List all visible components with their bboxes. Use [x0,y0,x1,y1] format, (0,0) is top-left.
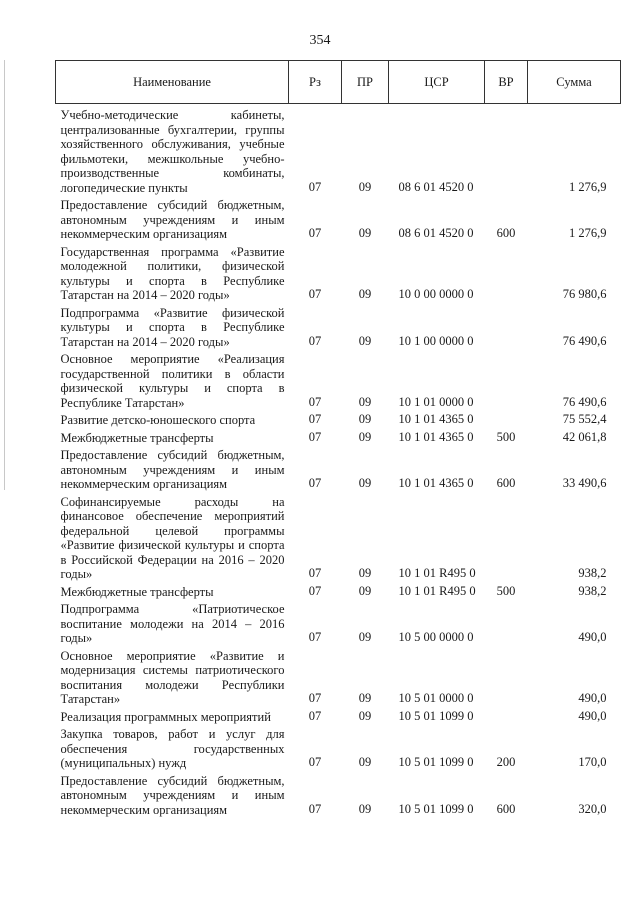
table-row [56,244,621,305]
cell-sum: 1 276,9 [569,179,607,194]
header-name: Наименование [56,61,289,104]
cell-sum: 75 552,4 [562,412,607,426]
header-rz: Рз [289,61,342,104]
cell-name: Основное мероприятие «Развитие и модернизация системы патриотического воспитания молодежи Республики Татарстан» [60,648,285,706]
cell-csr: 10 1 01 R495 0 [398,583,476,598]
cell-name: Реализация программных мероприятий [60,709,271,724]
table-row [56,648,621,709]
cell-name: Межбюджетные трансферты [60,584,214,599]
cell-pr: 09 [358,412,372,426]
cell-rz: 07 [308,429,322,444]
table-row [56,709,621,727]
cell-pr: 09 [358,566,372,580]
header-pr: ПР [342,61,389,104]
cell-sum: 33 490,6 [562,476,607,490]
cell-rz: 07 [308,630,322,644]
table-row [56,412,621,430]
cell-rz: 07 [308,333,322,348]
cell-name: Государственная программа «Развитие молодежной политики, физической культуры и спорта в Республике Татарстан на 2014 – 2020 годы» [60,244,285,302]
cell-sum: 490,0 [578,691,607,705]
cell-csr: 10 5 00 0000 0 [398,630,474,644]
cell-vr [485,305,528,352]
cell-pr: 09 [358,333,372,348]
cell-pr: 09 [358,287,372,301]
cell-rz: 07 [308,801,322,816]
cell-name: Межбюджетные трансферты [60,430,214,445]
cell-pr: 09 [358,801,372,816]
cell-csr: 08 6 01 4520 0 [398,226,474,240]
table-body [56,104,621,820]
table-header [56,61,621,104]
cell-rz: 07 [308,691,322,705]
cell-sum: 76 980,6 [562,287,607,301]
cell-vr: 500 [496,583,516,598]
cell-rz: 07 [308,566,322,580]
cell-vr [485,351,528,412]
cell-sum: 938,2 [578,583,607,598]
cell-rz: 07 [308,287,322,301]
cell-vr [485,601,528,648]
cell-name: Учебно-методические кабинеты, централизованные бухгалтерии, группы хозяйственного обслуживания, учебные фильмотеки, межшкольные учебно-производственные комбинаты, логопедические пункты [60,108,285,195]
cell-pr: 09 [358,394,372,409]
cell-name: Предоставление субсидий бюджетным, автономным учреждениям и иным некоммерческим организациям [60,198,285,241]
table-row [56,430,621,448]
cell-rz: 07 [308,583,322,598]
cell-rz: 07 [308,708,322,723]
cell-pr: 09 [358,755,372,769]
header-vr: ВР [485,61,528,104]
table-row [56,104,621,198]
table-row [56,584,621,602]
cell-vr: 500 [496,429,516,444]
table-row [56,726,621,773]
cell-sum: 76 490,6 [562,394,607,409]
cell-csr: 08 6 01 4520 0 [398,179,474,194]
cell-csr: 10 0 00 0000 0 [398,287,474,301]
cell-sum: 938,2 [578,566,607,580]
cell-rz: 07 [308,412,322,426]
cell-pr: 09 [358,691,372,705]
header-sum: Сумма [528,61,621,104]
cell-vr: 200 [496,755,516,769]
table-row [56,773,621,820]
cell-name: Подпрограмма «Патриотическое воспитание молодежи на 2014 – 2016 годы» [60,602,285,645]
cell-pr: 09 [358,226,372,240]
cell-vr: 600 [496,801,516,816]
cell-vr [485,412,528,430]
cell-vr: 600 [496,226,516,240]
cell-vr [485,244,528,305]
cell-pr: 09 [358,630,372,644]
cell-csr: 10 5 01 1099 0 [398,801,474,816]
cell-rz: 07 [308,179,322,194]
cell-pr: 09 [358,179,372,194]
table-row [56,351,621,412]
cell-name: Основное мероприятие «Реализация государственной политики в области физической культуры и спорта в Республике Татарстан» [60,352,285,410]
cell-sum: 42 061,8 [562,429,607,444]
table-row [56,197,621,244]
cell-name: Предоставление субсидий бюджетным, автономным учреждениям и иным некоммерческим организациям [60,773,285,817]
cell-vr [485,709,528,727]
cell-rz: 07 [308,476,322,490]
cell-csr: 10 5 01 1099 0 [398,708,474,723]
cell-sum: 490,0 [578,630,607,644]
header-csr: ЦСР [389,61,485,104]
cell-pr: 09 [358,476,372,490]
cell-vr [485,104,528,198]
cell-vr [485,648,528,709]
cell-vr [485,494,528,584]
cell-csr: 10 1 01 R495 0 [398,566,476,580]
cell-name: Закупка товаров, работ и услуг для обеспечения государственных (муниципальных) нужд [60,727,285,770]
cell-rz: 07 [308,226,322,240]
cell-sum: 490,0 [578,708,607,723]
cell-csr: 10 5 01 0000 0 [398,691,474,705]
cell-csr: 10 1 01 4365 0 [398,429,474,444]
cell-vr: 600 [496,476,516,490]
cell-name: Софинансируемые расходы на финансовое обеспечение мероприятий федеральной целевой программы «Развитие физической культуры и спорта в Российской Федерации на 2016 – 2020 годы» [60,494,285,581]
budget-table [55,60,621,819]
cell-rz: 07 [308,394,322,409]
cell-csr: 10 5 01 1099 0 [398,755,474,769]
page-number: 354 [309,33,331,48]
cell-sum: 320,0 [578,801,607,816]
cell-csr: 10 1 01 0000 0 [398,394,474,409]
table-row [56,601,621,648]
cell-sum: 170,0 [578,755,607,769]
cell-name: Развитие детско-юношеского спорта [60,413,256,427]
cell-sum: 76 490,6 [562,333,607,348]
table-row [56,305,621,352]
cell-pr: 09 [358,583,372,598]
cell-sum: 1 276,9 [569,226,607,240]
cell-rz: 07 [308,755,322,769]
cell-csr: 10 1 01 4365 0 [398,476,474,490]
table-row [56,494,621,584]
scan-binding-line [4,60,5,490]
cell-name: Подпрограмма «Развитие физической культуры и спорта в Республике Татарстан на 2014 – 2020 годы» [60,305,285,349]
cell-csr: 10 1 01 4365 0 [398,412,474,426]
cell-name: Предоставление субсидий бюджетным, автономным учреждениям и иным некоммерческим организациям [60,448,285,491]
cell-pr: 09 [358,429,372,444]
cell-csr: 10 1 00 0000 0 [398,333,474,348]
cell-pr: 09 [358,708,372,723]
table-row [56,447,621,494]
